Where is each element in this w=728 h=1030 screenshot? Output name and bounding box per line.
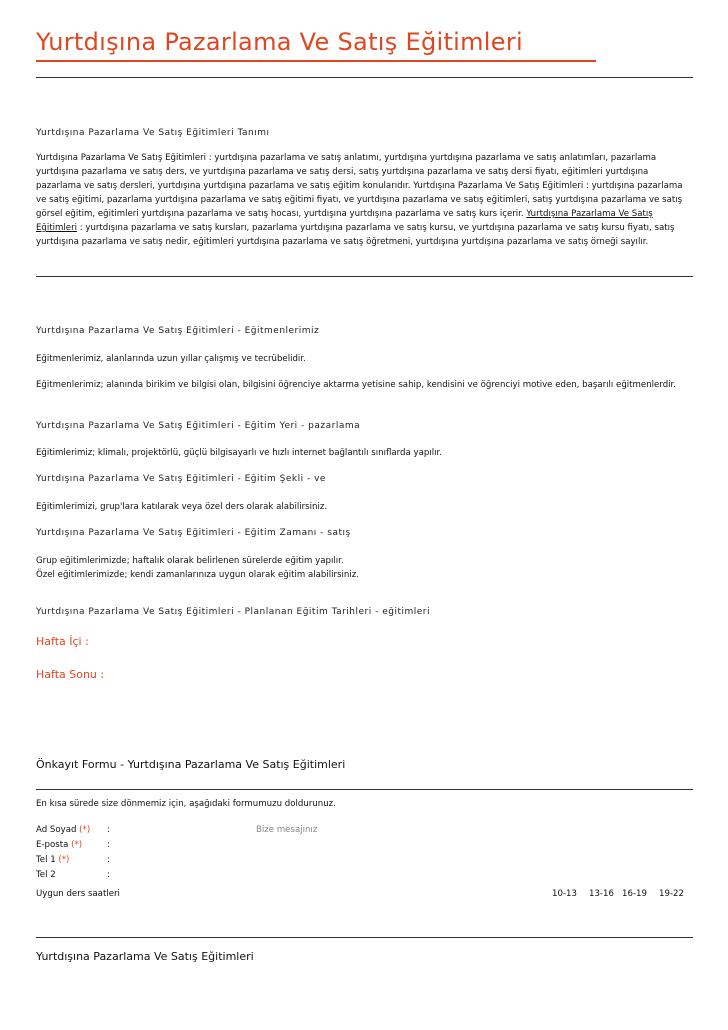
time-paragraph-1: Grup eğitimlerimizde; haftalık olarak belirlenen sürelerde eğitim yapılır.: [36, 556, 344, 566]
hours-option[interactable]: 13-16: [589, 889, 614, 899]
section-heading-format: Yurtdışına Pazarlama Ve Satış Eğitimleri - Eğitim Şekli - ve: [36, 474, 326, 484]
form-intro: En kısa sürede size dönmemiz için, aşağıdaki formumuzu doldurunuz.: [36, 799, 336, 809]
section-heading-definition: Yurtdışına Pazarlama Ve Satış Eğitimleri Tanımı: [36, 128, 270, 138]
email-label: E-posta (*): [36, 840, 83, 850]
definition-text: Yurtdışına Pazarlama Ve Satış Eğitimleri : yurtdışına pazarlama ve satış anlatımı, yurtdışına yurtdışına pazarlama ve satış anlatımları, pazarlama yurtdışına pazarlama ve satış ders, ve yurtdışına pazarlama ve satış dersi, satış yurtdışına pazarlama ve satış dersi fiyatı, eğitimleri yurtdışına pazarlama ve satış dersleri, yurtdışına yurtdışına pazarlama ve satış eğitim konularıdır. Yurtdışına Pazarlama Ve Satış Eğitimleri : yurtdışına pazarlama ve satış eğitimi, pazarlama yurtdışına pazarlama ve satış eğitimi fiyatı, ve yurtdışına pazarlama ve satış eğitimleri, satış yurtdışına pazarlama ve satış görsel eğitim, eğitimleri yurtdışına pazarlama ve satış hocası, yurtdışına yurtdışına pazarlama ve satış kurs içerir.: [36, 153, 683, 219]
trainers-paragraph-1: Eğitmenlerimiz, alanlarında uzun yıllar çalışmış ve tecrübelidir.: [36, 354, 306, 364]
section-heading-time: Yurtdışına Pazarlama Ve Satış Eğitimleri - Eğitim Zamanı - satış: [36, 528, 351, 538]
location-paragraph: Eğitimlerimiz; klimalı, projektörlü, güçlü bilgisayarlı ve hızlı internet bağlantılı sınıflarda yapılır.: [36, 448, 442, 458]
title-underline: [36, 60, 596, 62]
name-field[interactable]: :: [107, 825, 110, 835]
divider: [36, 77, 693, 78]
divider: [36, 789, 693, 790]
section-heading-location: Yurtdışına Pazarlama Ve Satış Eğitimleri - Eğitim Yeri - pazarlama: [36, 421, 361, 431]
definition-paragraph: [36, 151, 692, 249]
phone2-label: Tel 2: [36, 870, 56, 880]
hours-option[interactable]: 19-22: [659, 889, 684, 899]
page-title: Yurtdışına Pazarlama Ve Satış Eğitimleri: [36, 28, 523, 56]
footer-title: Yurtdışına Pazarlama Ve Satış Eğitimleri: [36, 950, 254, 963]
weekday-label: Hafta İçi :: [36, 635, 89, 648]
divider: [36, 937, 693, 938]
section-heading-trainers: Yurtdışına Pazarlama Ve Satış Eğitimleri - Eğitmenlerimiz: [36, 326, 320, 336]
phone2-field[interactable]: :: [107, 870, 110, 880]
format-paragraph: Eğitimlerimizi, grup'lara katılarak veya özel ders olarak alabilirsiniz.: [36, 502, 328, 512]
hours-label: Uygun ders saatleri: [36, 889, 120, 899]
email-field[interactable]: :: [107, 840, 110, 850]
phone1-field[interactable]: :: [107, 855, 110, 865]
definition-link[interactable]: Yurtdışına Pazarlama Ve Satış Eğitimleri: [36, 209, 653, 233]
section-heading-dates: Yurtdışına Pazarlama Ve Satış Eğitimleri - Planlanan Eğitim Tarihleri - eğitimleri: [36, 607, 431, 617]
form-title: Önkayıt Formu - Yurtdışına Pazarlama Ve Satış Eğitimleri: [36, 758, 346, 771]
trainers-paragraph-2: Eğitmenlerimiz; alanında birikim ve bilgisi olan, bilgisini öğrenciye aktarma yetisine sahip, kendisini ve öğrenciyi motive eden, başarılı eğitmenlerdir.: [36, 380, 677, 390]
weekend-label: Hafta Sonu :: [36, 668, 105, 681]
time-paragraph-2: Özel eğitimlerimizde; kendi zamanlarınıza uygun olarak eğitim alabilirsiniz.: [36, 570, 359, 580]
message-textarea[interactable]: Bize mesajınız: [256, 825, 318, 835]
hours-option[interactable]: 10-13: [552, 889, 577, 899]
phone1-label: Tel 1 (*): [36, 855, 70, 865]
hours-option[interactable]: 16-19: [622, 889, 647, 899]
name-label: Ad Soyad (*): [36, 825, 91, 835]
definition-text-cont: : yurtdışına pazarlama ve satış kursları, pazarlama yurtdışına pazarlama ve satış kursu, ve yurtdışına pazarlama ve satış kursu fiyatı, satış yurtdışına pazarlama ve satış nedir, eğitimleri yurtdışına pazarlama ve satış öğretmeni, yurtdışına yurtdışına pazarlama ve satış örneği sayılır.: [36, 223, 675, 247]
divider: [36, 276, 693, 277]
